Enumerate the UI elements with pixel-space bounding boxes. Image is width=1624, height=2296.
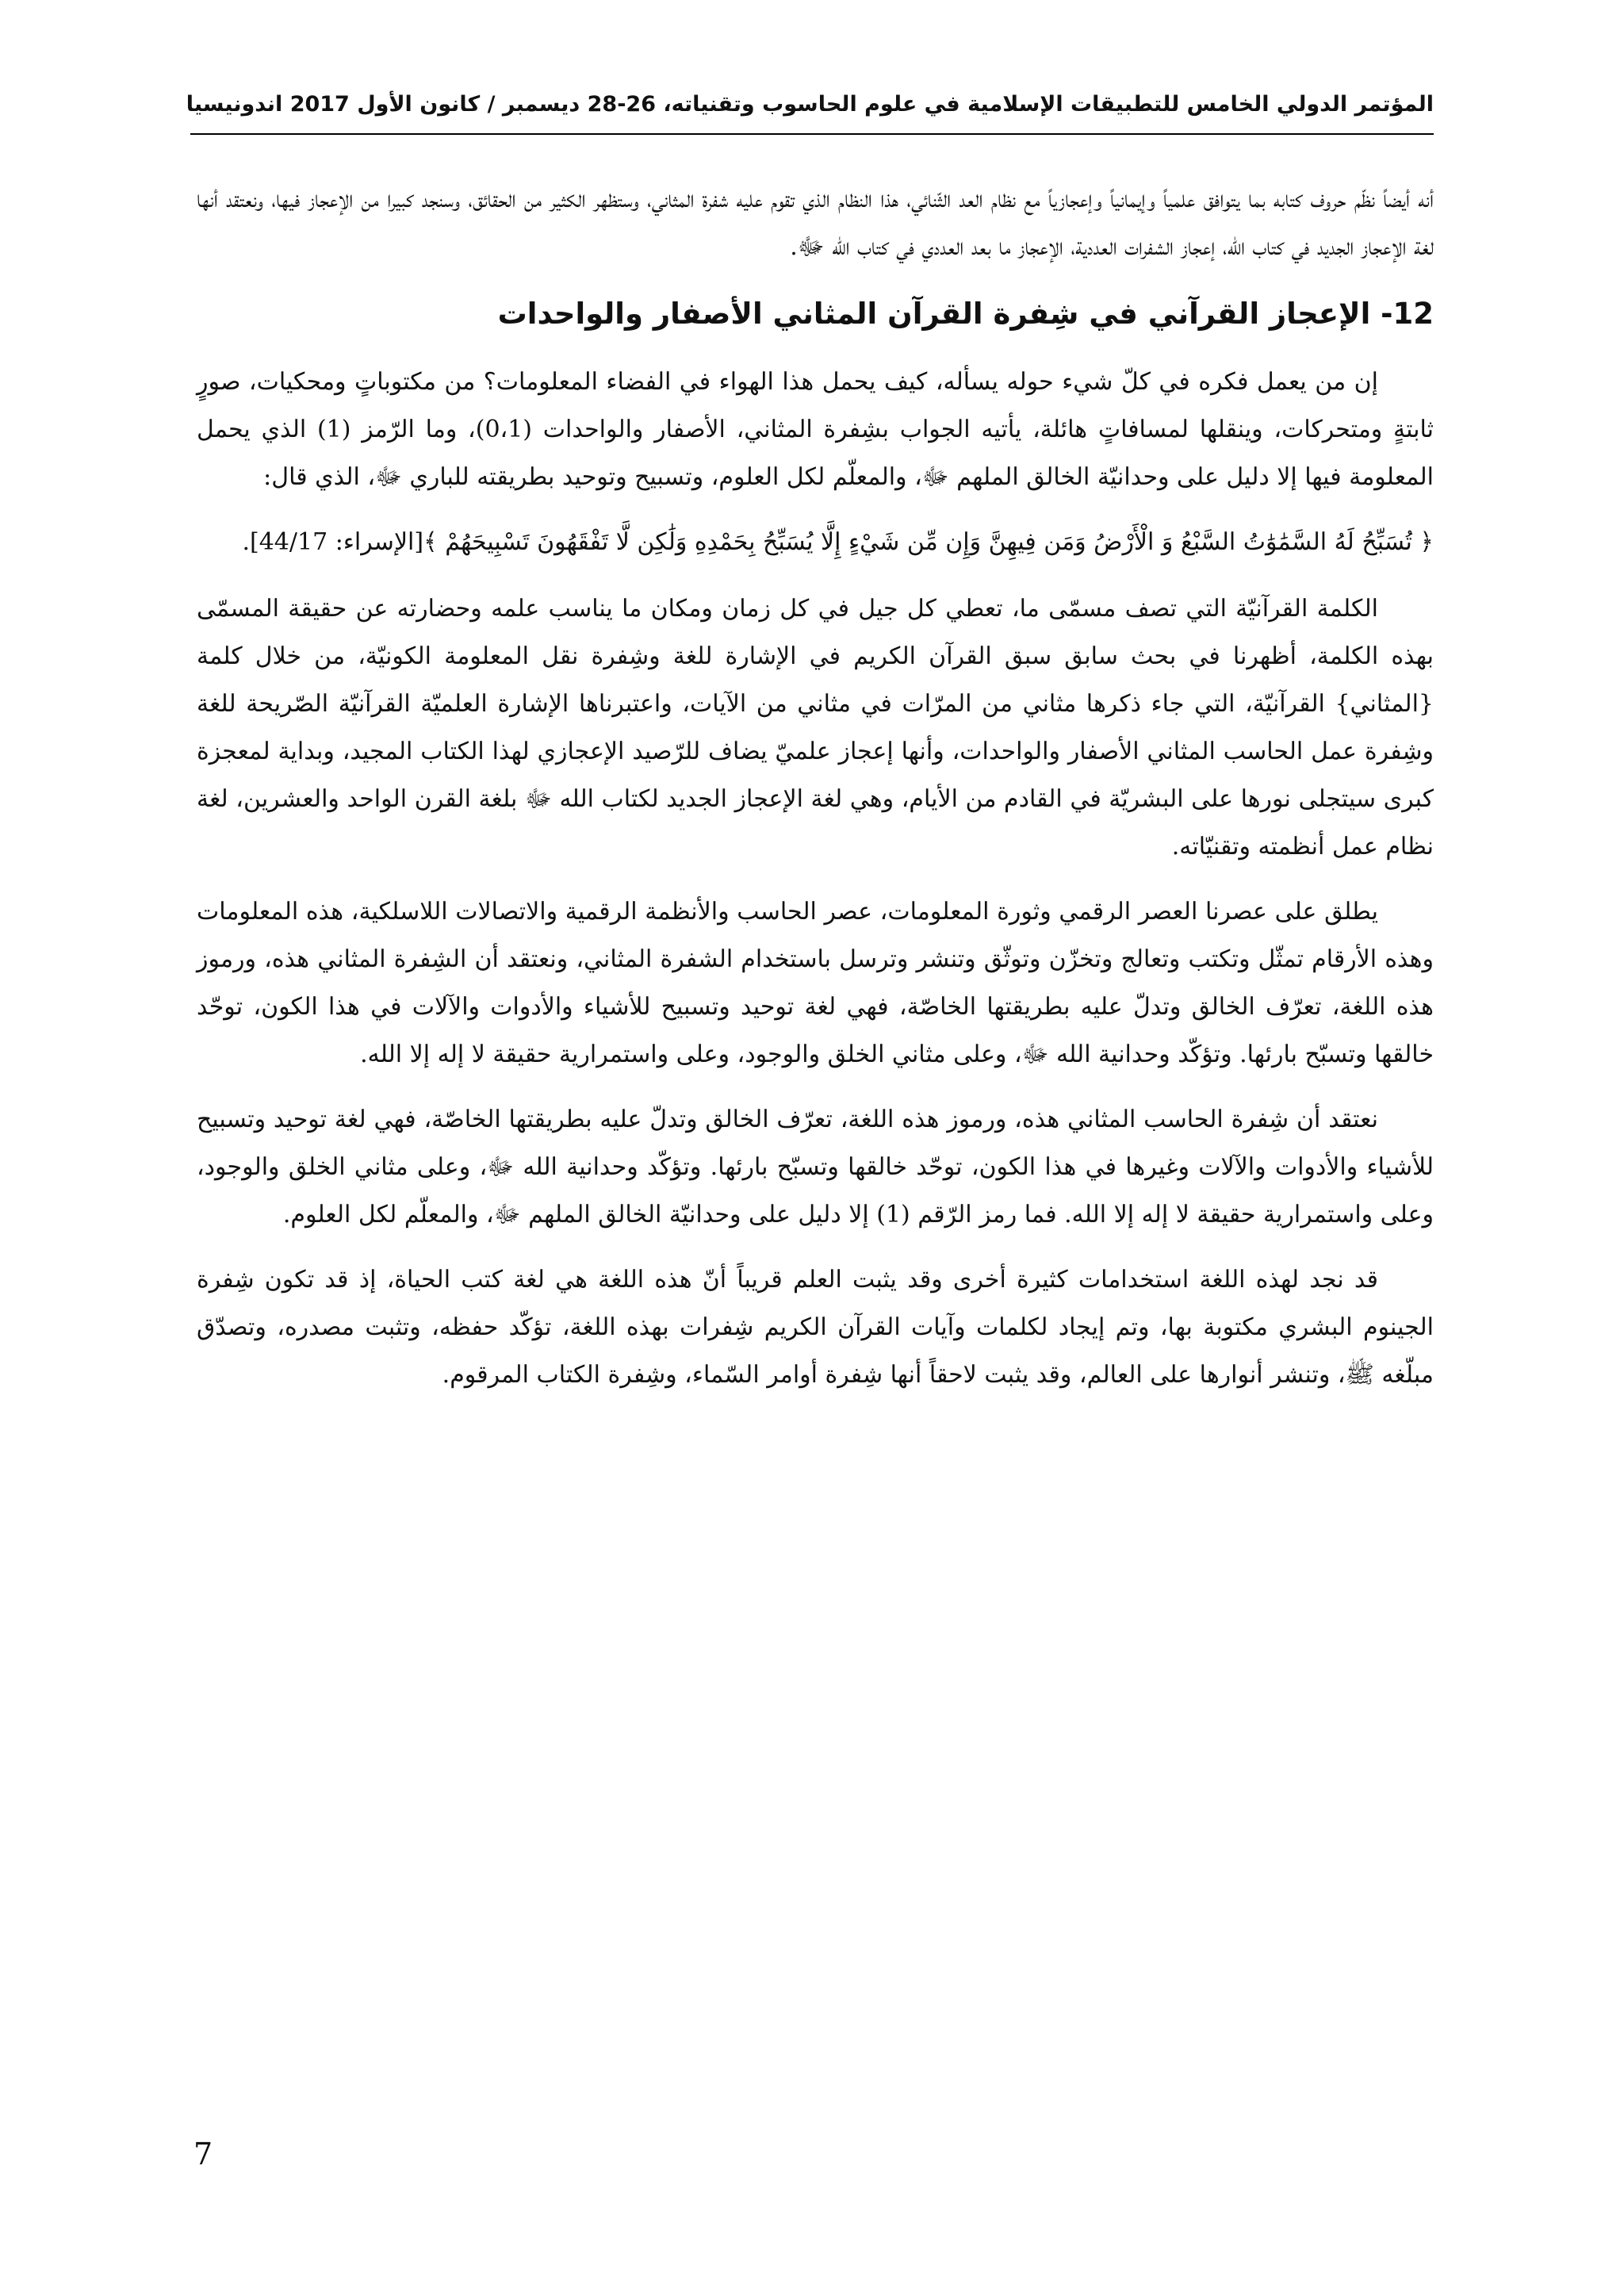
page-body [197,176,1434,1416]
intro-paragraph: أنه أيضاً نظّم حروف كتابه بما يتوافق علمياً وإيمانياً وإعجازياً مع نظام العد الثّنائي، هذا النظام الذي تقوم عليه شفرة المثاني، وستظهر الكثير من الحقائق، وسنجد كبيرا من الإعجاز فيها، ونعتقد أنها لغة الإعجاز الجديد في كتاب الله، إعجاز الشفرات العددية، الإعجاز ما بعد العددي في كتاب الله ﷻ. [197,186,1434,261]
body-paragraph: إن من يعمل فكره في كلّ شيء حوله يسأله، كيف يحمل هذا الهواء في الفضاء المعلومات؟ من مكتوباتٍ ومحكيات، صورٍ ثابتةٍ ومتحركات، وينقلها لمسافاتٍ هائلة، يأتيه الجواب بشِفرة المثاني، الأصفار والواحدات (0،1)، وما الرّمز (1) الذي يحمل المعلومة فيها إلا دليل على وحدانيّة الخالق الملهم ﷻ، والمعلّم لكل العلوم، وتسبيح وتوحيد بطريقته للباري ﷻ، الذي قال: [197,368,1434,491]
running-header: المؤتمر الدولي الخامس للتطبيقات الإسلامية في علوم الحاسوب وتقنياته، 26-28 ديسمبر / كانون الأول 2017 اندونيسيا [186,92,1434,117]
body-paragraph: يطلق على عصرنا العصر الرقمي وثورة المعلومات، عصر الحاسب والأنظمة الرقمية والاتصالات اللاسلكية، هذه المعلومات وهذه الأرقام تمثّل وتكتب وتعالج وتخزّن وتوثّق وتنشر وترسل باستخدام الشفرة المثاني، ونعتقد أن الشِفرة المثاني هذه، ورموز هذه اللغة، تعرّف الخالق وتدلّ عليه بطريقتها الخاصّة، فهي لغة توحيد وتسبيح للأشياء والأدوات والآلات في هذا الكون، توحّد خالقها وتسبّح بارئها. وتؤكّد وحدانية الله ﷻ، وعلى مثاني الخلق والوجود، وعلى واستمرارية حقيقة لا إله إلا الله. [197,898,1434,1068]
page-number: 7 [193,2137,213,2171]
header-rule [190,133,1434,135]
section-heading: 12- الإعجاز القرآني في شِفرة القرآن المثاني الأصفار والواحدات [497,297,1434,331]
body-paragraph: قد نجد لهذه اللغة استخدامات كثيرة أخرى وقد يثبت العلم قريباً أنّ هذه اللغة هي لغة كتب الحياة، إذ قد تكون شِفرة الجينوم البشري مكتوبة بها، وتم إيجاد لكلمات وآيات القرآن الكريم شِفرات بهذه اللغة، تؤكّد حفظه، وتثبت مصدره، وتصدّق مبلّغه ﷺ، وتنشر أنوارها على العالم، وقد يثبت لاحقاً أنها شِفرة أوامر السّماء، وشِفرة الكتاب المرقوم. [197,1266,1434,1389]
quran-verse: ﴿ تُسَبِّحُ لَهُ السَّمَٰوَٰتُ السَّبْعُ وَ الْأَرْضُ وَمَن فِيهِنَّ وَإِن مِّن شَيْءٍ إِلَّا يُسَبِّحُ بِحَمْدِهِ وَلَٰكِن لَّا تَفْقَهُونَ تَسْبِيحَهُمْ ﴾[الإسراء: 44/17]. [242,528,1434,556]
body-paragraph: نعتقد أن شِفرة الحاسب المثاني هذه، ورموز هذه اللغة، تعرّف الخالق وتدلّ عليه بطريقتها الخاصّة، فهي لغة توحيد وتسبيح للأشياء والأدوات والآلات وغيرها في هذا الكون، توحّد خالقها وتسبّح بارئها. وتؤكّد وحدانية الله ﷻ، وعلى مثاني الخلق والوجود، وعلى واستمرارية حقيقة لا إله إلا الله. فما رمز الرّقم (1) إلا دليل على وحدانيّة الخالق الملهم ﷻ، والمعلّم لكل العلوم. [197,1106,1434,1228]
body-paragraph: الكلمة القرآنيّة التي تصف مسمّى ما، تعطي كل جيل في كل زمان ومكان ما يناسب علمه وحضارته عن حقيقة المسمّى بهذه الكلمة، أظهرنا في بحث سابق سبق القرآن الكريم في الإشارة للغة وشِفرة نقل المعلومة الكونيّة، من خلال كلمة {المثاني} القرآنيّة، التي جاء ذكرها مثاني من المرّات في مثاني من الآيات، واعتبرناها الإشارة العلميّة القرآنيّة الصّريحة للغة وشِفرة عمل الحاسب المثاني الأصفار والواحدات، وأنها إعجاز علميّ يضاف للرّصيد الإعجازي لهذا الكتاب المجيد، وبداية لمعجزة كبرى سيتجلى نورها على البشريّة في القادم من الأيام، وهي لغة الإعجاز الجديد لكتاب الله ﷻ بلغة القرن الواحد والعشرين، لغة نظام عمل أنظمته وتقنيّاته. [197,595,1434,861]
